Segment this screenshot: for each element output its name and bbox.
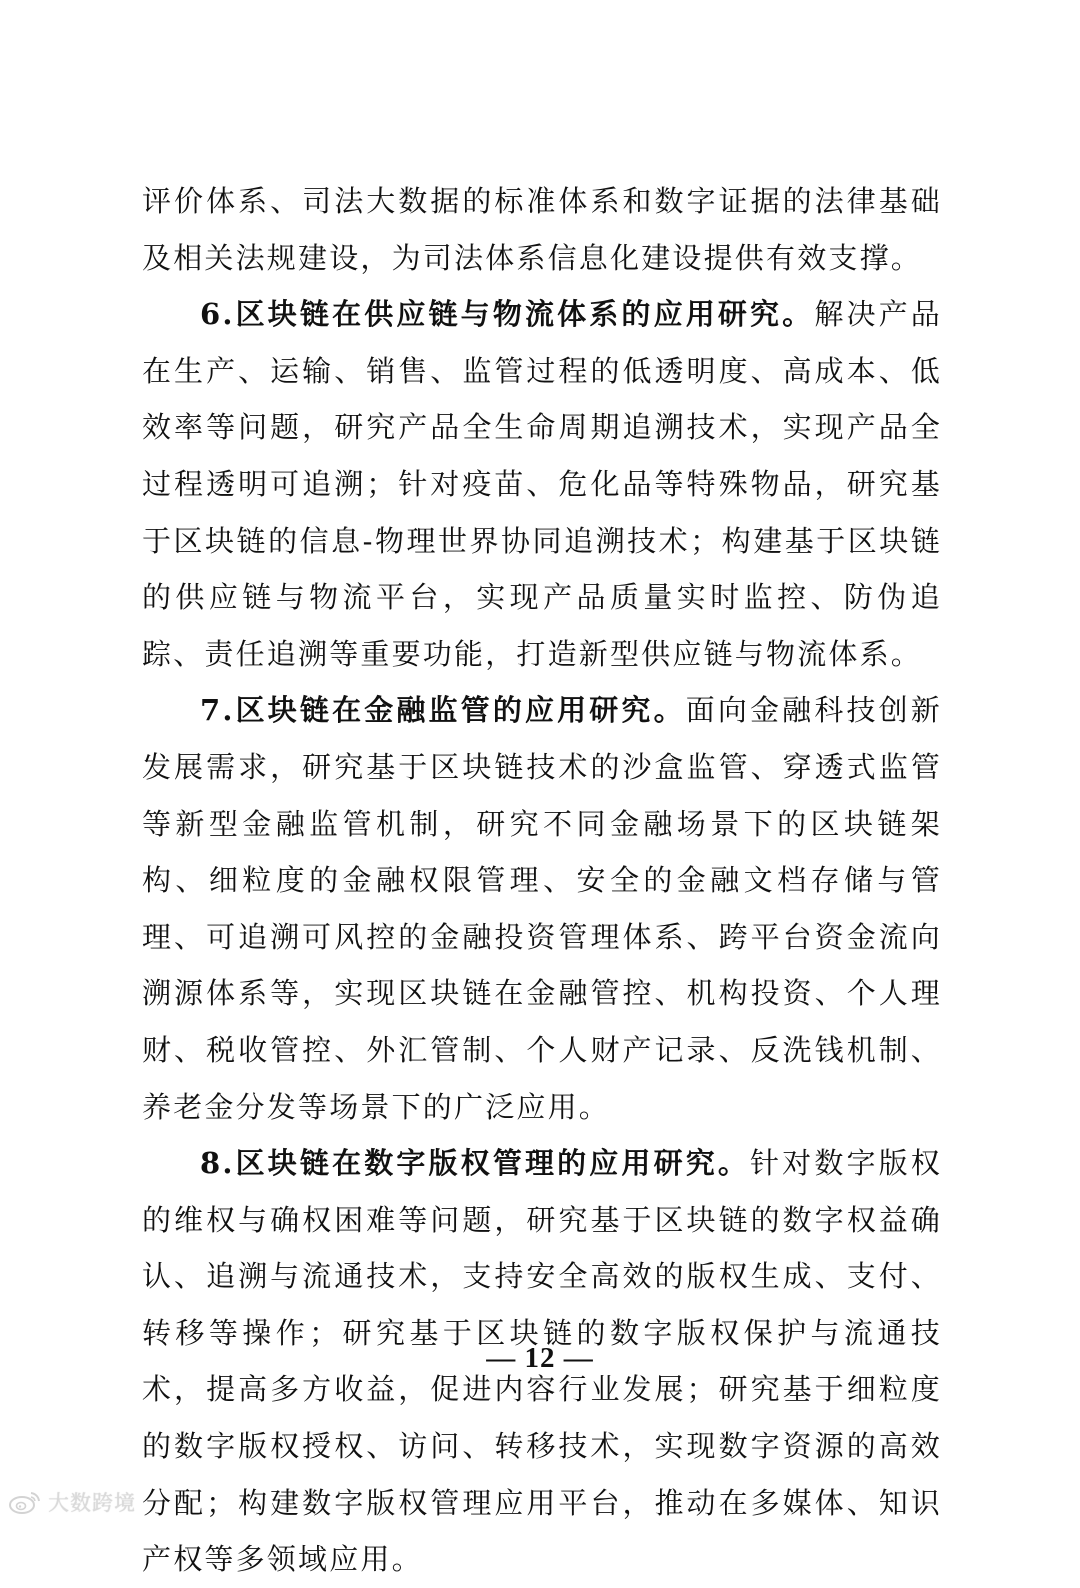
paragraph-section-7 (142, 682, 942, 1135)
section-heading: 7.区块链在金融监管的应用研究。 (200, 693, 686, 728)
page-number: — 12 — (486, 1342, 594, 1374)
section-heading: 6.区块链在供应链与物流体系的应用研究。 (200, 297, 815, 332)
watermark-text: 大数跨境 (48, 1491, 136, 1515)
paragraph-section-6 (142, 286, 942, 682)
paragraph-body: 评价体系、司法大数据的标准体系和数字证据的法律基础及相关法规建设，为司法体系信息化建设提供有效支撑。 (142, 184, 942, 275)
paragraph-body: 解决产品在生产、运输、销售、监管过程的低透明度、高成本、低效率等问题，研究产品全生命周期追溯技术，实现产品全过程透明可追溯；针对疫苗、危化品等特殊物品，研究基于区块链的信息-物理世界协同追溯技术；构建基于区块链的供应链与物流平台，实现产品质量实时监控、防伪追踪、责任追溯等重要功能，打造新型供应链与物流体系。 (142, 297, 942, 671)
paragraph-body: 针对数字版权的维权与确权困难等问题，研究基于区块链的数字权益确认、追溯与流通技术，支持安全高效的版权生成、支付、转移等操作；研究基于区块链的数字版权保护与流通技术，提高多方收益，促进内容行业发展；研究基于细粒度的数字版权授权、访问、转移技术，实现数字资源的高效分配；构建数字版权管理应用平台，推动在多媒体、知识产权等多领域应用。 (142, 1146, 942, 1577)
document-page (142, 173, 942, 1588)
paragraph-continuation (142, 173, 942, 286)
paragraph-body: 面向金融科技创新发展需求，研究基于区块链技术的沙盒监管、穿透式监管等新型金融监管机制，研究不同金融场景下的区块链架构、细粒度的金融权限管理、安全的金融文档存储与管理、可追溯可风控的金融投资管理体系、跨平台资金流向溯源体系等，实现区块链在金融管控、机构投资、个人理财、税收管控、外汇管制、个人财产记录、反洗钱机制、养老金分发等场景下的广泛应用。 (142, 693, 942, 1124)
section-heading: 8.区块链在数字版权管理的应用研究。 (200, 1146, 751, 1181)
watermark (8, 1487, 136, 1517)
weibo-icon (8, 1489, 42, 1515)
